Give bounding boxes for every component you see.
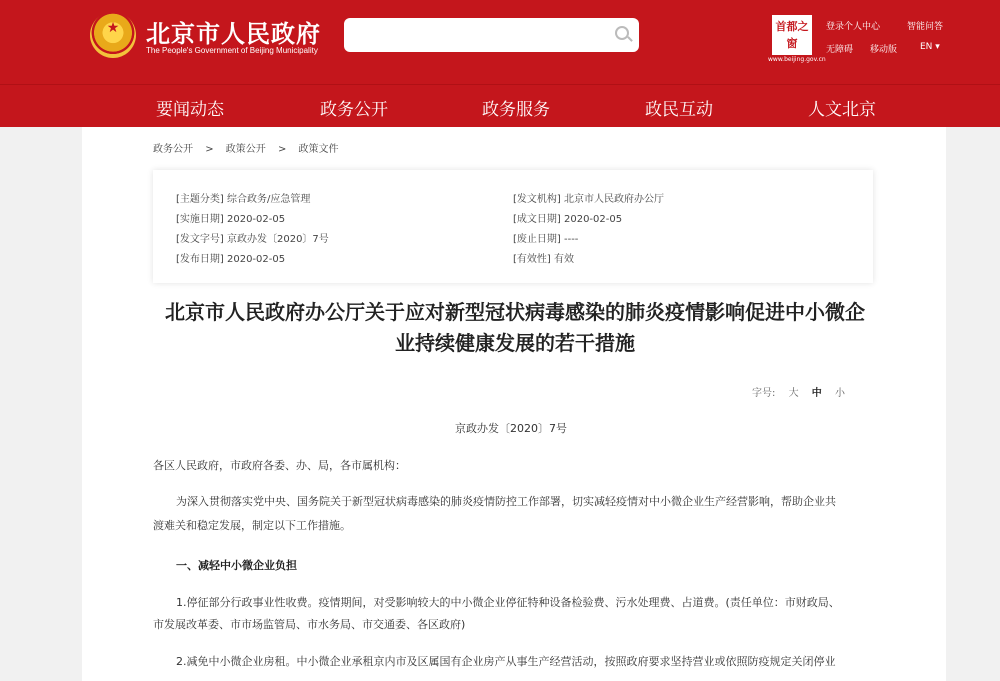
search-icon[interactable] bbox=[615, 26, 629, 40]
smart-qa-link[interactable]: 智能问答 bbox=[907, 22, 944, 32]
document-title bbox=[150, 297, 880, 359]
seal-text: 首都之窗 bbox=[775, 20, 809, 50]
meta-issuer: [发文机构] 北京市人民政府办公厅 bbox=[513, 194, 664, 205]
font-size-label: 字号: bbox=[752, 388, 776, 399]
font-size-selector bbox=[752, 384, 845, 399]
breadcrumb-item-policy[interactable]: 政策公开 bbox=[225, 144, 266, 155]
breadcrumb-separator: > bbox=[277, 144, 287, 155]
mobile-version-link[interactable]: 移动版 bbox=[870, 45, 898, 55]
language-selector[interactable]: EN ▾ bbox=[920, 42, 940, 52]
intro-paragraph-line: 为深入贯彻落实党中央、国务院关于新型冠状病毒感染的肺炎疫情防控工作部署，切实减轻疫情对中小微企业生产经营影响，帮助企业共 bbox=[176, 495, 836, 508]
font-size-medium[interactable]: 中 bbox=[811, 388, 822, 399]
breadcrumb-separator: > bbox=[205, 144, 214, 155]
document-number: 京政办发〔2020〕7号 bbox=[455, 422, 567, 435]
section-heading: 一、减轻中小微企业负担 bbox=[176, 559, 297, 572]
nav-item-government-affairs[interactable]: 政务公开 bbox=[320, 100, 388, 120]
document-metadata-box bbox=[153, 170, 873, 283]
meta-repeal-date: [废止日期] ---- bbox=[513, 234, 579, 245]
meta-topic: [主题分类] 综合政务/应急管理 bbox=[176, 194, 311, 205]
breadcrumb bbox=[153, 140, 348, 155]
meta-publish-date: [发布日期] 2020-02-05 bbox=[176, 254, 286, 265]
accessibility-link[interactable]: 无障碍 bbox=[826, 45, 854, 55]
font-size-small[interactable]: 小 bbox=[834, 388, 845, 399]
document-title-line: 业持续健康发展的若干措施 bbox=[395, 331, 635, 355]
nav-item-government-services[interactable]: 政务服务 bbox=[482, 100, 550, 120]
salutation: 各区人民政府，市政府各委、办、局，各市属机构： bbox=[153, 459, 406, 472]
main-nav bbox=[0, 85, 1000, 127]
breadcrumb-item-policy-docs[interactable]: 政策文件 bbox=[298, 144, 339, 155]
intro-paragraph-line: 渡难关和稳定发展，制定以下工作措施。 bbox=[153, 519, 351, 532]
search-input[interactable] bbox=[344, 18, 639, 52]
item-1-line: 1.停征部分行政事业性收费。疫情期间，对受影响较大的中小微企业停征特种设备检验费、污水处理费、占道费。(责任单位：市财政局、 bbox=[176, 596, 840, 609]
meta-validity: [有效性] 有效 bbox=[513, 254, 574, 265]
document-title-line: 北京市人民政府办公厅关于应对新型冠状病毒感染的肺炎疫情影响促进中小微企 bbox=[165, 300, 865, 324]
seal-caption: www.beijing.gov.cn bbox=[768, 56, 826, 63]
breadcrumb-item-gov-affairs[interactable]: 政务公开 bbox=[153, 144, 193, 155]
nav-item-news[interactable]: 要闻动态 bbox=[156, 100, 224, 120]
site-subtitle: The People's Government of Beijing Municipality bbox=[146, 46, 318, 55]
item-2-line: 2.减免中小微企业房租。中小微企业承租京内市及区属国有企业房产从事生产经营活动，按照政府要求坚持营业或依照防疫规定关闭停业 bbox=[176, 655, 836, 668]
nav-item-interaction[interactable]: 政民互动 bbox=[645, 100, 713, 120]
item-1-line: 市发展改革委、市市场监管局、市水务局、市交通委、各区政府) bbox=[153, 618, 466, 631]
font-size-large[interactable]: 大 bbox=[788, 388, 799, 399]
site-title[interactable]: 北京市人民政府 bbox=[146, 20, 321, 48]
meta-doc-number: [发文字号] 京政办发〔2020〕7号 bbox=[176, 234, 329, 245]
capital-window-logo[interactable] bbox=[772, 15, 812, 55]
meta-written-date: [成文日期] 2020-02-05 bbox=[513, 214, 623, 225]
nav-item-culture[interactable]: 人文北京 bbox=[808, 100, 876, 120]
national-emblem-icon[interactable]: ★ bbox=[90, 12, 136, 58]
login-link[interactable]: 登录个人中心 bbox=[826, 22, 881, 32]
meta-effective-date: [实施日期] 2020-02-05 bbox=[176, 214, 286, 225]
site-header bbox=[0, 0, 1000, 127]
